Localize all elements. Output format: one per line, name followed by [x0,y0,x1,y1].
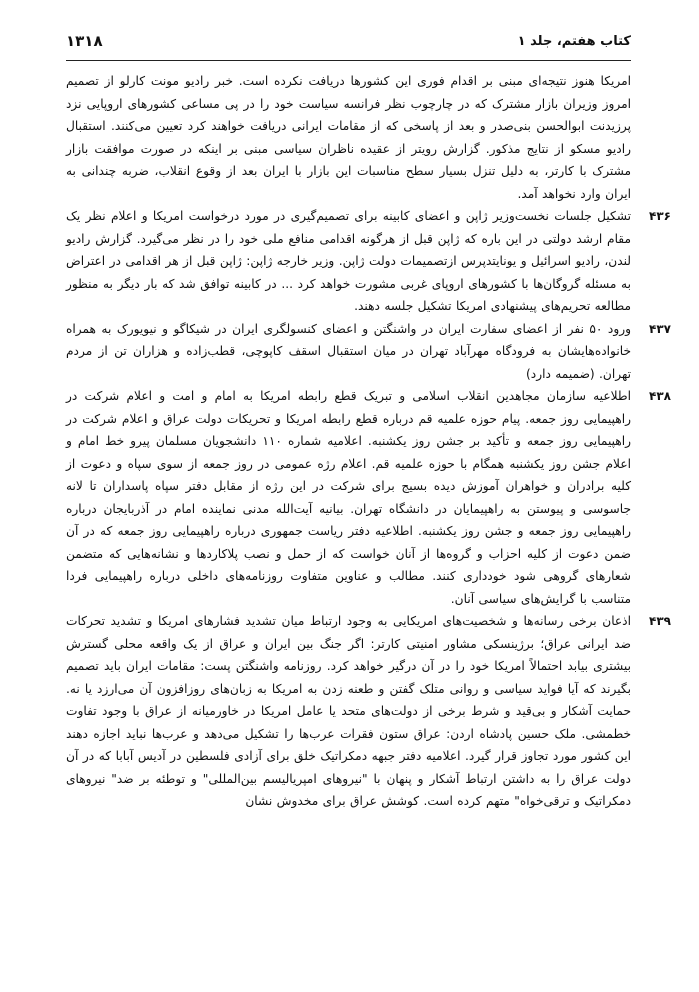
page-header [66,24,631,61]
continuation-paragraph: امریکا هنوز نتیجه‌ای مبنی بر اقدام فوری این کشورها دریافت نکرده است. خبر رادیو مونت کارلو از تصمیم امروز وزیران بازار مشترک که در چارچوب نظر فرانسه سیاست خود را در پی مساعی کشورهای اروپایی نزد پرزیدنت ابوالحسن بنی‌صدر و بعد از پاسخی که از مقامات ایرانی دریافت خواهند کرد تعیین می‌کنند. استقبال رادیو مسکو از نتایج مذکور. گزارش رویتر از عقیده ناظران سیاسی مبنی بر اینکه در صورت موافقت بازار مشترک با کارتر، به دلیل تنزل بسیار سطح مناسبات این بازار با ایران بعد از وقوع انقلاب، ضربه چندانی به ایران وارد نخواهد آمد. [66,74,631,201]
entry-text: ورود ۵۰ نفر از اعضای سفارت ایران در واشنگتن و اعضای کنسولگری ایران در شیکاگو و نیویورک به همراه خانواده‌هایشان به فرودگاه مهرآباد تهران در میان استقبال اسقف کاپوچی، قطب‌زاده و هزاران تن از مردم تهران. (ضمیمه دارد) [66,321,631,381]
chronology-entry [66,318,671,386]
entry-number: ۴۳۹ [649,614,671,628]
page-number: ۱۳۱۸ [66,32,103,50]
entry-text: تشکیل جلسات نخست‌وزیر ژاپن و اعضای کابینه برای تصمیم‌گیری در مورد درخواست امریکا و اعلام نظر یک مقام ارشد دولتی در این باره که ژاپن قبل از هرگونه اقدامی منافع ملی خود را در نظر می‌گیرد. گزارش رادیو لندن، رادیو اسرائیل و یونایتدپرس ازتصمیمات دولت ژاپن. وزیر خارجه ژاپن: ژاپن قبل از هر اقدامی در اعتراض به مسئله گروگان‌ها با کشورهای اروپای غربی مشورت خواهد کرد ... در کابینه توافق شد که بار دیگر به منظور مطالعه تحریم‌های پیشنهادی امریکا تشکیل جلسه دهند. [66,209,631,313]
chronology-entry [66,385,671,610]
entry-number: ۴۳۷ [649,321,671,336]
entry-text: اذعان برخی رسانه‌ها و شخصیت‌های امریکایی به وجود ارتباط میان تشدید فشارهای امریکا و تشدید تحرکات ضد ایرانی عراق؛ برژینسکی مشاور امنیتی کارتر: اگر جنگ بین ایران و عراق از یک واقعه محلی گسترش بیشتری بیابد احتمالاً امریکا خود را در آن درگیر خواهد کرد. روزنامه واشنگتن پست: مقامات ایران باید تصمیم بگیرند که آیا فواید سیاسی و روانی متلک گفتن و طعنه زدن به امریکا به زبان‌های روزافزون آن می‌ارزد یا نه. حمایت آشکار و بی‌قید و شرط برخی از دولت‌های متحد یا عامل امریکا در خاورمیانه از عراق با وجود تفاوت خطمشی. ملک حسین پادشاه اردن: عراق ستون فقرات عرب‌ها را تشکیل می‌دهد و عرب‌ها نباید اجازه دهند این کشور مورد تجاوز قرار گیرد. اعلامیه دفتر جبهه دمکراتیک خلق برای آزادی فلسطین در آدیس آبابا که در آن دولت عراق را به داشتن ارتباط آشکار و پنهان با "نیروهای امپریالیسم بین‌المللی" و توطئه بر ضد" نیروهای دمکراتیک و ترقی‌خواه" متهم کرده است. کوشش عراق برای مخدوش نشان [66,614,631,808]
entry-number: ۴۳۶ [649,209,671,223]
chronology-entry [66,610,671,813]
entry-text: اطلاعیه سازمان مجاهدین انقلاب اسلامی و تبریک قطع رابطه امریکا به امام و امت و اعلام شرکت در راهپیمایی روز جمعه. پیام حوزه علمیه قم درباره قطع رابطه امریکا و تحریکات دولت عراق و اعلام شرکت در راهپیمایی روز جمعه و تأکید بر جشن روز یکشنبه. اعلامیه شماره ۱۱۰ دانشجویان مسلمان پیرو خط امام و اعلام جشن روز یکشنبه همگام با حوزه علمیه قم. اعلام رژه عمومی در روز جمعه از سوی سپاه و دعوت از کلیه برادران و خواهران آموزش دیده بسیج برای شرکت در این رژه از مقابل دفتر سپاه پاسداران تا لانه جاسوسی و پیوستن به راهپیمایان در دانشگاه تهران. بیانیه آیت‌الله مدنی نماینده امام در آذربایجان درباره راهپیمایی روز جمعه و جشن روز یکشنبه. اطلاعیه دفتر ریاست جمهوری درباره راهپیمایی روز جمعه که در آن ضمن دعوت از کلیه احزاب و گروه‌ها از آنان خواست که از حمل و نصب پلاکاردها و نشانه‌هایی که متضمن شعارهای گروهی شود خودداری کنند. مطالب و عناوین متفاوت روزنامه‌های داخلی درباره راهپیمایی فردا متناسب با گرایش‌های سیاسی آنان. [66,389,632,606]
entry-number: ۴۳۸ [649,389,671,403]
chronology-entry [66,205,671,318]
running-title: کتاب هفتم، جلد ۱ [517,34,631,49]
page-body [66,70,671,982]
